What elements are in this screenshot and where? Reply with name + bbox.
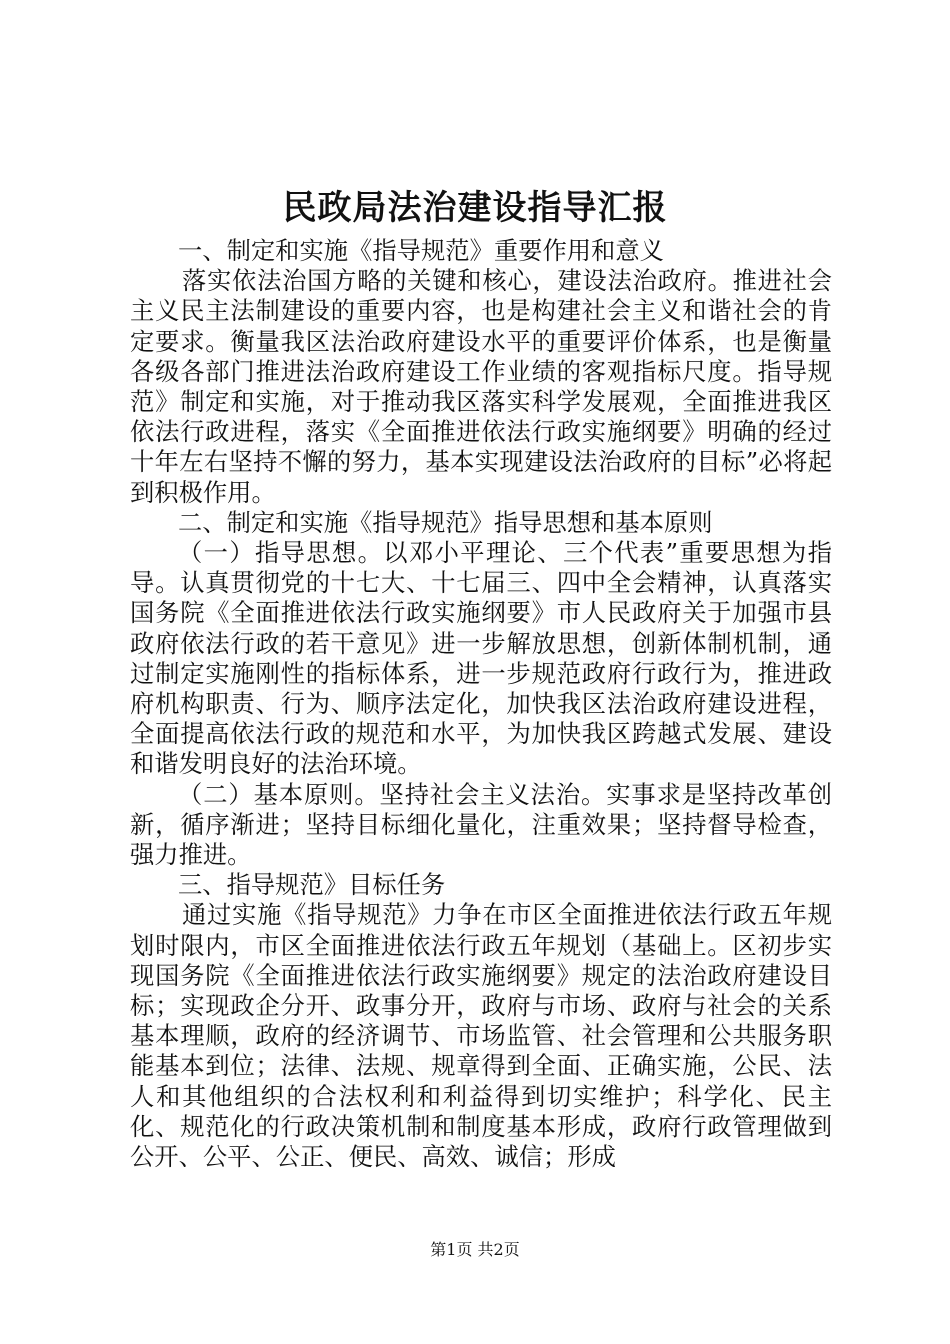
- paragraph-guiding-ideology: （一）指导思想。以邓小平理论、三个代表”重要思想为指导。认真贯彻党的十七大、十七届三、四中全会精神，认真落实国务院《全面推进依法行政实施纲要》市人民政府关于加强市县政府依法行政的若干意见》进一步解放思想，创新体制机制，通过制定实施刚性的指标体系，进一步规范政府行政行为，推进政府机构职责、行为、顺序法定化，加快我区法治政府建设进程，全面提高依法行政的规范和水平，为加快我区跨越式发展、建设和谐发明良好的法治环境。: [130, 538, 832, 779]
- page-number-footer: 第1页 共2页: [430, 1240, 520, 1259]
- paragraph-significance: 落实依法治国方略的关键和核心，建设法治政府。推进社会主义民主法制建设的重要内容，也是构建社会主义和谐社会的肯定要求。衡量我区法治政府建设水平的重要评价体系，也是衡量各级各部门推进法治政府建设工作业绩的客观指标尺度。指导规范》制定和实施，对于推动我区落实科学发展观，全面推进我区依法行政进程，落实《全面推进依法行政实施纲要》明确的经过十年左右坚持不懈的努力，基本实现建设法治政府的目标”必将起到积极作用。: [130, 266, 832, 507]
- section-heading-2: 二、制定和实施《指导规范》指导思想和基本原则: [178, 507, 713, 537]
- section-heading-1: 一、制定和实施《指导规范》重要作用和意义: [178, 236, 664, 265]
- document-title: 民政局法治建设指导汇报: [282, 188, 668, 228]
- paragraph-basic-principles: （二）基本原则。坚持社会主义法治。实事求是坚持改革创新，循序渐进；坚持目标细化量化，注重效果；坚持督导检查，强力推进。: [130, 779, 832, 870]
- paragraph-objectives: 通过实施《指导规范》力争在市区全面推进依法行政五年规划时限内，市区全面推进依法行政五年规划（基础上。区初步实现国务院《全面推进依法行政实施纲要》规定的法治政府建设目标；实现政企分开、政事分开，政府与市场、政府与社会的关系基本理顺，政府的经济调节、市场监管、社会管理和公共服务职能基本到位；法律、法规、规章得到全面、正确实施，公民、法人和其他组织的合法权利和利益得到切实维护；科学化、民主化、规范化的行政决策机制和制度基本形成，政府行政管理做到公开、公平、公正、便民、高效、诚信；形成: [130, 900, 832, 1172]
- document-body: [130, 236, 832, 1172]
- section-heading-3: 三、指导规范》目标任务: [178, 870, 446, 900]
